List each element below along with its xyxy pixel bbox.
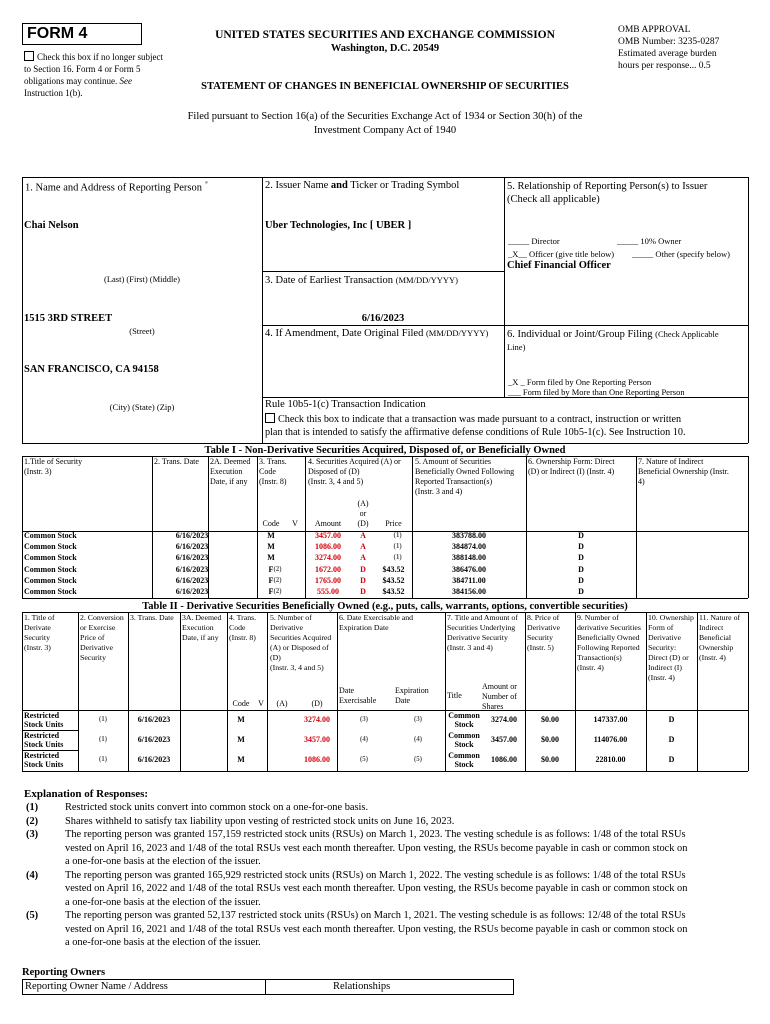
security-title: Common Stock: [24, 531, 77, 540]
t2-col-ownership-form: 10. Ownership Form of Derivative Security: Direct (D) or Indirect (I) (Instr. 4): [648, 613, 694, 682]
one-reporting-person-option[interactable]: _X _ Form filed by One Reporting Person: [508, 377, 652, 387]
security-title: Common Stock: [24, 564, 77, 574]
footnote-mark: (1): [98, 735, 108, 743]
t1-sub-price: Price: [385, 519, 402, 528]
amount: 3274.00: [315, 553, 341, 563]
footnote-number: (2): [26, 815, 39, 827]
omb-approval: OMB APPROVAL: [618, 25, 691, 35]
ownership-form: D: [578, 553, 584, 563]
street-caption: (Street): [129, 326, 155, 336]
footnote-item: [24, 869, 746, 910]
price: $43.52: [382, 575, 405, 585]
t2-sub-exercisable: Date Exercisable: [339, 686, 377, 705]
table-row: [22, 565, 746, 576]
derivative-title: Restricted: [24, 711, 60, 720]
t2-col-trans-date: 3. Trans. Date: [130, 613, 174, 622]
t2-sub-code: Code: [232, 699, 250, 708]
trans-code: M: [237, 735, 245, 744]
officer-title: Chief Financial Officer: [507, 260, 611, 271]
omb-hours: hours per response... 0.5: [618, 61, 711, 71]
t1-sub-v: V: [292, 519, 298, 528]
table-row: [0, 750, 770, 770]
director-option[interactable]: _____ Director: [508, 236, 560, 246]
grid-line: [748, 456, 749, 598]
footnote-mark: (1): [98, 755, 108, 763]
box5-label: 5. Relationship of Reporting Person(s) to Issuer (Check all applicable): [507, 181, 708, 205]
disposed-amount: 1086.00: [304, 755, 330, 764]
t2-col-deemed-date: 3A. Deemed Execution Date, if any: [182, 613, 222, 642]
acquired-or-disposed: D: [360, 564, 366, 574]
footnote-line: The reporting person was granted 52,137 restricted stock units (RSUs) on March 1, 2021. The vesting schedule is as follows: 12/48 of the total RSUs: [65, 910, 686, 921]
derivative-owned: 22810.00: [595, 755, 626, 764]
underlying-amount: 1086.00: [491, 755, 517, 764]
security-title: Common Stock: [24, 553, 77, 563]
see-text: See: [119, 76, 132, 86]
acquired-or-disposed: D: [360, 575, 366, 585]
derivative-title-2: Stock Units: [24, 720, 64, 729]
footnote-mark: (4): [359, 735, 369, 743]
underlying-title-2: Stock: [454, 760, 474, 769]
footnote-mark: (5): [359, 755, 369, 763]
acquired-or-disposed: A: [360, 531, 366, 540]
trans-code: F (2): [268, 564, 282, 574]
section16-checkbox-block: [24, 51, 164, 99]
disposed-amount: 3274.00: [304, 715, 330, 724]
trans-code: F (2): [268, 587, 282, 596]
rule-10b5-text: Check this box to indicate that a transaction was made pursuant to a contract, instruction or written plan that is intended to satisfy the affirmative defense conditions of Rule 10b5-1(c). See Instruction 10.: [265, 414, 686, 438]
t2-sub-a: (A): [276, 699, 288, 708]
omb-approval-block: [618, 24, 768, 72]
t2-sub-amount: Amount or Number of Shares: [482, 682, 517, 711]
t1-col-trans-date: 2. Trans. Date: [154, 457, 199, 466]
trans-date: 6/16/2023: [175, 542, 209, 552]
form-title: FORM 4: [22, 23, 142, 45]
grid-line: [262, 325, 748, 326]
acquired-or-disposed: D: [360, 587, 366, 596]
trans-date: 6/16/2023: [137, 735, 171, 744]
footnote-line: vested on April 16, 2023 and 1/48 of the total RSUs vest each month thereafter. Upon vesting, the RSUs become payable in cash or common stock on: [65, 842, 688, 854]
footnote-item: [24, 909, 746, 950]
amount-owned: 386476.00: [452, 564, 486, 574]
footnote-number: (3): [26, 829, 39, 840]
trans-date: 6/16/2023: [175, 564, 209, 574]
t1-sub-a-or-d: (A) or (D): [357, 499, 369, 528]
reporting-owners-title: Reporting Owners: [22, 967, 106, 978]
footnote-item: [24, 815, 746, 829]
t2-col-date-exercisable: 6. Date Exercisable and Expiration Date: [339, 613, 414, 632]
underlying-amount: 3457.00: [491, 735, 517, 744]
rule-10b5-title: Rule 10b5-1(c) Transaction Indication: [265, 399, 426, 410]
t1-sub-amount: Amount: [314, 519, 342, 528]
security-title: Common Stock: [24, 587, 77, 596]
trans-code: M: [267, 553, 275, 563]
reporting-street: 1515 3RD STREET: [24, 313, 113, 324]
t1-col-acquired: 4. Securities Acquired (A) or Disposed of (D) (Instr. 3, 4 and 5): [308, 457, 401, 486]
acquired-or-disposed: A: [360, 542, 366, 552]
agency-name: UNITED STATES SECURITIES AND EXCHANGE COMMISSION: [215, 29, 555, 41]
t2-col-conversion: 2. Conversion or Exercise Price of Derivative Security: [80, 613, 124, 662]
footnote-line: a one-for-one basis at the election of the issuer.: [65, 937, 261, 948]
trans-date: 6/16/2023: [175, 531, 209, 540]
derivative-title-2: Stock Units: [24, 760, 64, 769]
trans-code: M: [267, 542, 275, 552]
t1-col-ownership-form: 6. Ownership Form: Direct (D) or Indirect (I) (Instr. 4): [528, 457, 615, 476]
omb-number: OMB Number: 3235-0287: [618, 37, 720, 47]
grid-line: [22, 771, 748, 772]
security-title: Common Stock: [24, 542, 77, 552]
reporting-city: SAN FRANCISCO, CA 94158: [24, 364, 159, 375]
grid-line: [262, 177, 263, 443]
amount: 1086.00: [315, 542, 341, 552]
table-row: [22, 553, 746, 564]
price: $43.52: [382, 564, 405, 574]
grid-line: [504, 177, 505, 397]
footnote-line: a one-for-one basis at the election of the issuer.: [65, 896, 261, 908]
trans-date: 6/16/2023: [137, 715, 171, 724]
footnote-line: a one-for-one basis at the election of the issuer.: [65, 856, 261, 867]
amount: 3457.00: [315, 531, 341, 540]
agency-city: Washington, D.C. 20549: [330, 43, 440, 54]
trans-date: 6/16/2023: [175, 553, 209, 563]
t2-col-nature: 11. Nature of Indirect Beneficial Ownership (Instr. 4): [699, 613, 741, 662]
footnote-mark: (2): [273, 564, 282, 573]
t2-col-price: 8. Price of Derivative Security (Instr. 5): [527, 613, 560, 652]
table-row: [22, 576, 746, 587]
statement-title: STATEMENT OF CHANGES IN BENEFICIAL OWNERSHIP OF SECURITIES: [201, 81, 569, 92]
filed-pursuant-line-2: Investment Company Act of 1940: [313, 125, 457, 136]
ownership-form: D: [668, 715, 675, 724]
table1-title: Table I - Non-Derivative Securities Acquired, Disposed of, or Beneficially Owned: [204, 445, 566, 456]
name-caption: (Last) (First) (Middle): [103, 274, 180, 284]
footnote-line: Shares withheld to satisfy tax liability upon vesting of restricted stock units on June 16, 2023.: [65, 815, 455, 827]
earliest-transaction-date: 6/16/2023: [361, 313, 405, 324]
footnote-line: vested on April 16, 2022 and 1/48 of the total RSUs vest each month thereafter. Upon vesting, the RSUs become payable in cash or common stock on: [65, 883, 688, 894]
price: $43.52: [382, 587, 405, 596]
t2-sub-v: V: [258, 699, 264, 708]
amount-owned: 383788.00: [452, 531, 486, 540]
footnote-number: (5): [26, 910, 39, 921]
reporting-owners-header: [22, 979, 514, 995]
footnote-item: [24, 801, 746, 815]
amount: 1672.00: [315, 564, 341, 574]
box4-label: 4. If Amendment, Date Original Filed (MM/DD/YYYY): [265, 328, 489, 339]
security-title: Common Stock: [24, 575, 77, 585]
box3-label: 3. Date of Earliest Transaction (MM/DD/YYYY): [265, 275, 458, 286]
trans-code: F (2): [268, 575, 282, 585]
derivative-owned: 114076.00: [593, 735, 628, 744]
t2-sub-d: (D): [311, 699, 323, 708]
section16-checkbox-text: Check this box if no longer subject to Section 16. Form 4 or Form 5 obligations may continue.: [24, 52, 163, 86]
footnote-line: Restricted stock units convert into common stock on a one-for-one basis.: [65, 802, 369, 813]
underlying-title: Common: [448, 731, 480, 740]
footnote-line: The reporting person was granted 165,929 restricted stock units (RSUs) on March 1, 2022. The vesting schedule is as follows: 1/48 of the total RSUs: [65, 869, 686, 881]
t2-col-owned: 9. Number of derivative Securities Beneficially Owned Following Reported Transaction(s) (Instr. 4): [577, 613, 641, 672]
amount-owned: 384874.00: [452, 542, 486, 552]
box2-label: 2. Issuer Name and Ticker or Trading Symbol: [265, 180, 460, 191]
trans-date: 6/16/2023: [137, 755, 171, 764]
t1-col-nature: 7. Nature of Indirect Beneficial Ownership (Instr. 4): [638, 457, 729, 486]
trans-code: M: [267, 531, 275, 540]
ownership-form: D: [578, 531, 584, 540]
footnote-mark: (3): [413, 715, 423, 723]
footnote-number: (4): [26, 869, 39, 881]
grid-line: [22, 177, 748, 178]
explanation-title: Explanation of Responses:: [24, 788, 149, 800]
trans-code: M: [237, 715, 245, 724]
table-row: [22, 531, 746, 542]
footnote-mark: (2): [273, 587, 282, 595]
other-option[interactable]: _____ Other (specify below): [632, 249, 730, 259]
t1-col-trans-code: 3. Trans. Code (Instr. 8): [259, 457, 287, 486]
derivative-price: $0.00: [541, 715, 559, 724]
filed-pursuant-line-1: Filed pursuant to Section 16(a) of the Securities Exchange Act of 1934 or Section 30(h) of the: [187, 111, 583, 122]
derivative-owned: 147337.00: [593, 715, 628, 724]
box6-label: 6. Individual or Joint/Group Filing (Check Applicable Line): [507, 329, 719, 352]
footnote-mark: (1): [98, 715, 108, 723]
footnote-mark: (1): [393, 531, 402, 539]
grid-line: [22, 598, 748, 599]
relationships-col: Relationships: [333, 981, 391, 992]
underlying-title-2: Stock: [454, 740, 474, 749]
t2-sub-title: Title: [447, 691, 462, 700]
city-caption: (City) (State) (Zip): [109, 402, 175, 412]
reporting-owner-name-col: Reporting Owner Name / Address: [25, 981, 168, 992]
table-row: [0, 730, 770, 750]
trans-date: 6/16/2023: [175, 587, 209, 596]
footnote-item: [24, 828, 746, 869]
footnote-mark: (4): [413, 735, 423, 743]
more-reporting-persons-option[interactable]: ___ Form filed by More than One Reporting Person: [508, 387, 685, 397]
derivative-price: $0.00: [541, 755, 559, 764]
footnote-line: The reporting person was granted 157,159 restricted stock units (RSUs) on March 1, 2023. The vesting schedule is as follows: 1/48 of the total RSUs: [65, 829, 686, 840]
ownership-form: D: [578, 587, 584, 596]
footnote-line: vested on April 16, 2021 and 1/48 of the total RSUs vest each month thereafter. Upon vesting, the RSUs become payable in cash or common stock on: [65, 923, 688, 935]
ten-pct-owner-option[interactable]: _____ 10% Owner: [617, 236, 682, 246]
ownership-form: D: [578, 542, 584, 552]
t2-col-number: 5. Number of Derivative Securities Acquired (A) or Disposed of (D) (Instr. 3, 4 and 5): [270, 613, 332, 672]
underlying-amount: 3274.00: [491, 715, 517, 724]
explanation-list: [24, 801, 746, 950]
footnote-mark: (3): [359, 715, 369, 723]
footnote-mark: (2): [273, 575, 282, 584]
footnote-mark: (1): [393, 542, 402, 551]
rule-10b5-checkbox[interactable]: [265, 413, 275, 423]
issuer-name: Uber Technologies, Inc [ UBER ]: [265, 220, 412, 231]
officer-option[interactable]: _X__ Officer (give title below): [508, 249, 615, 259]
t2-col-title: 1. Title of Derivate Security (Instr. 3): [24, 613, 55, 652]
ownership-form: D: [668, 755, 675, 764]
t2-sub-expiration: Expiration Date: [395, 686, 429, 705]
table2-title: Table II - Derivative Securities Beneficially Owned (e.g., puts, calls, warrants, options, convertible securities): [142, 601, 628, 612]
derivative-price: $0.00: [541, 735, 559, 744]
t1-sub-code: Code: [262, 519, 280, 528]
underlying-title-2: Stock: [454, 720, 474, 729]
disposed-amount: 3457.00: [304, 735, 330, 744]
grid-line: [262, 397, 748, 398]
derivative-title-2: Stock Units: [24, 740, 64, 749]
omb-burden: Estimated average burden: [618, 49, 717, 59]
trans-code: M: [237, 755, 245, 764]
underlying-title: Common: [448, 711, 480, 720]
footnote-mark: (1): [393, 553, 402, 562]
underlying-title: Common: [448, 751, 480, 760]
amount-owned: 384711.00: [452, 575, 486, 585]
table-row: [0, 710, 770, 730]
amount-owned: 384156.00: [452, 587, 486, 596]
t1-col-owned: 5. Amount of Securities Beneficially Owned Following Reported Transaction(s) (Instr. 3 and 4): [415, 457, 515, 496]
footnote-mark: (5): [413, 755, 423, 763]
table-row: [22, 542, 746, 553]
t1-col-deemed-date: 2A. Deemed Execution Date, if any: [210, 457, 251, 486]
reporting-person-name: Chai Nelson: [24, 220, 79, 231]
t1-col-title: 1.Title of Security (Instr. 3): [24, 457, 83, 476]
section16-checkbox[interactable]: [24, 51, 34, 61]
ownership-form: D: [578, 575, 584, 585]
ownership-form: D: [668, 735, 675, 744]
derivative-title: Restricted: [24, 751, 60, 760]
t2-col-underlying: 7. Title and Amount of Securities Underlying Derivative Security (Instr. 3 and 4): [447, 613, 518, 652]
grid-line: [748, 177, 749, 443]
amount: 555.00: [317, 587, 339, 596]
acquired-or-disposed: A: [360, 553, 366, 563]
footnote-number: (1): [26, 802, 39, 813]
grid-line: [262, 271, 504, 272]
box1-label: 1. Name and Address of Reporting Person *: [25, 180, 209, 194]
table-row: [22, 587, 746, 598]
grid-line: [22, 443, 748, 444]
amount: 1765.00: [315, 575, 341, 585]
ownership-form: D: [578, 564, 584, 574]
instruction-ref: Instruction 1(b).: [24, 88, 83, 98]
derivative-title: Restricted: [24, 731, 60, 740]
t2-col-trans-code: 4. Trans. Code (Instr. 8): [229, 613, 257, 642]
amount-owned: 388148.00: [452, 553, 486, 563]
trans-date: 6/16/2023: [175, 575, 209, 585]
